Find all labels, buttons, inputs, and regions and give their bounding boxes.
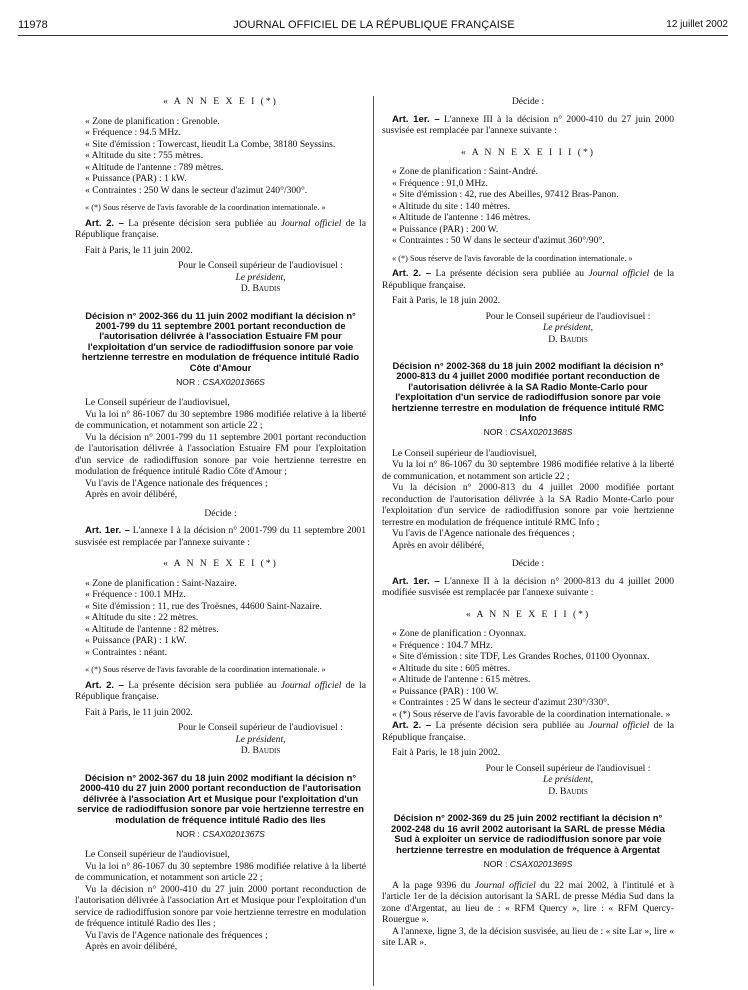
rectification-paragraph: A l'annexe, ligne 3, de la décision susvisée, au lieu de : « site Lar », lire « site LAR ».	[382, 925, 674, 949]
intro-paragraph: Après en avoir délibéré,	[85, 489, 178, 501]
signature	[155, 260, 366, 295]
annex-line: « Site d'émission : Towercast, lieudit La Combe, 38180 Seyssins.	[85, 138, 336, 150]
intro-paragraph: Vu la loi n° 86-1067 du 30 septembre 1986 modifiée relative à la liberté de communication, et notamment son article 22 ;	[75, 408, 366, 432]
signature-role: Le président,	[542, 322, 594, 333]
annex-line: « Site d'émission : 42, rue des Abeilles, 97412 Bras-Panon.	[392, 189, 619, 200]
decision-title: Décision n° 2002-368 du 18 juin 2002 modifiant la décision n° 2000-813 du 4 juillet 2000 modifiée portant reconduction de l'autorisation délivrée à la SA Radio Monte-Carlo pour l'exploitation d'un service de radiodiffusion sonore par voie hertzienne terrestre en modulation de fréquence intitulé RMC Info	[391, 360, 665, 424]
decide-heading: Décide :	[511, 96, 545, 107]
article-text: La présente décision sera publiée au	[123, 679, 281, 691]
annex-line: « Zone de planification : Saint-André.	[392, 166, 538, 177]
article-text: La présente décision sera publiée au	[431, 720, 589, 732]
annex-line: « Site d'émission : 11, rue des Troësnes, 44600 Saint-Nazaire.	[85, 600, 322, 612]
journal-ref: Journal officiel	[588, 720, 650, 732]
intro-paragraph: Le Conseil supérieur de l'audiovisuel,	[392, 447, 537, 459]
annex-title: « A N N E X E I I I (*)	[461, 146, 595, 158]
annex-title: « A N N E X E I I (*)	[465, 608, 591, 620]
annex-line: « Fréquence : 104.7 MHz.	[392, 639, 493, 651]
signature-role: Le président,	[235, 271, 286, 283]
article-text: La présente décision sera publiée au	[431, 268, 589, 279]
article-1	[382, 114, 674, 137]
article-2	[382, 720, 674, 743]
signature-for: Pour le Conseil supérieur de l'audiovisuel :	[485, 762, 651, 774]
signature-for: Pour le Conseil supérieur de l'audiovisuel :	[178, 722, 343, 734]
intro-paragraph: Vu l'avis de l'Agence nationale des fréquences ;	[85, 929, 268, 941]
annex-line: « Altitude de l'antenne : 615 mètres.	[392, 674, 531, 686]
nor-reference	[382, 427, 674, 439]
right-column	[382, 96, 674, 949]
article-text-tail: de la République française.	[75, 679, 366, 703]
annex-line: « Contraintes : 25 W dans le secteur d'azimut 230°/330°.	[392, 697, 610, 709]
nor-code: CSAX0201366S	[202, 376, 265, 387]
annex-line: « Fréquence : 91,0 MHz.	[392, 177, 488, 189]
intro-paragraph: Vu la décision n° 2000-410 du 27 juin 2000 portant reconduction de l'autorisation délivrée à l'association Art et Musique pour l'exploitation d'un service de radiodiffusion sonore par voie hertzienne terrestre en modulation de fréquence intitulé Radio des Iles ;	[75, 883, 366, 930]
page-header	[0, 0, 748, 44]
journal-ref: Journal officiel	[280, 679, 342, 691]
done-at: Fait à Paris, le 18 juin 2002.	[392, 295, 501, 306]
column-divider	[373, 96, 374, 986]
journal-title: JOURNAL OFFICIEL DE LA RÉPUBLIQUE FRANÇAISE	[233, 19, 515, 31]
annex-line: « Puissance (PAR) : 1 kW.	[85, 635, 187, 647]
annex-line: « Contraintes : néant.	[85, 646, 168, 658]
annex-line: « Site d'émission : site TDF, Les Grandes Roches, 01100 Oyonnax.	[392, 651, 650, 663]
decision-2002-369	[382, 813, 674, 948]
nor-label: NOR :	[483, 859, 510, 870]
intro-paragraph: Le Conseil supérieur de l'audiovisuel,	[85, 397, 230, 409]
nor-reference	[75, 377, 366, 389]
article-label: Art. 2. –	[85, 679, 124, 691]
annex-line: « Puissance (PAR) : 200 W.	[392, 223, 499, 235]
nor-reference	[75, 829, 366, 841]
signature-role: Le président,	[542, 774, 594, 786]
signature-for: Pour le Conseil supérieur de l'audiovisuel :	[485, 310, 651, 322]
article-label: Art. 2. –	[392, 268, 432, 279]
header-rule	[18, 35, 728, 36]
annex-note: « (*) Sous réserve de l'avis favorable de la coordination internationale. »	[392, 253, 633, 263]
annex-line: « Puissance (PAR) : 100 W.	[392, 685, 499, 697]
signature-name: D. Baudis	[240, 745, 281, 757]
decision-2002-367-continued	[382, 96, 674, 345]
annex-line: « Altitude de l'antenne : 82 mètres.	[85, 623, 219, 635]
annex-line: « Altitude du site : 22 mètres.	[85, 612, 199, 624]
annex-line: « Altitude de l'antenne : 789 mètres.	[85, 161, 224, 173]
annex-line: « Zone de planification : Oyonnax.	[392, 628, 527, 640]
nor-code: CSAX0201369S	[509, 859, 573, 870]
annex-line: « Altitude du site : 605 mètres.	[392, 662, 511, 674]
decide-heading: Décide :	[204, 507, 237, 519]
decision-title: Décision n° 2002-367 du 18 juin 2002 modifiant la décision n° 2000-410 du 27 juin 2000 portant reconduction de l'autorisation délivrée à l'association Art et Musique pour l'exploitation d'un service de radiodiffusion sonore par voie hertzienne terrestre en modulation de fréquence intitulé Radio des Iles	[76, 771, 365, 825]
intro-paragraph: Vu la décision n° 2000-813 du 4 juillet 2000 modifiée portant reconduction de l'autorisation délivrée à la SA Radio Monte-Carlo pour l'exploitation d'un service de radiodiffusion sonore par voie hertzienne terrestre en modulation de fréquence intitulé RMC Info ;	[382, 482, 674, 528]
article-2	[382, 268, 674, 291]
intro-paragraph: Vu la loi n° 86-1067 du 30 septembre 1986 modifiée relative à la liberté de communication, et notamment son article 22 ;	[75, 860, 366, 884]
annex-note: « (*) Sous réserve de l'avis favorable de la coordination internationale. »	[85, 665, 326, 675]
signature-name: D. Baudis	[548, 785, 588, 797]
article-text: L'annexe III à la décision n° 2000-410 du 27 juin 2000 susvisée est remplacée par l'annexe suivante :	[382, 113, 674, 136]
article-text: La présente décision sera publiée au	[123, 217, 281, 229]
annex-line: « Altitude de l'antenne : 146 mètres.	[392, 212, 531, 223]
article-text-tail: de la République française.	[382, 268, 674, 291]
rectification-paragraph	[382, 880, 674, 926]
signature	[462, 311, 674, 346]
signature-name: D. Baudis	[548, 333, 588, 345]
article-text-tail: de la République française.	[75, 217, 366, 240]
annex-line: « Altitude du site : 755 mètres.	[85, 150, 204, 161]
intro-paragraph: Après en avoir délibéré,	[392, 539, 485, 551]
annex-line: « Zone de planification : Grenoble.	[85, 115, 220, 127]
signature-name: D. Baudis	[240, 283, 281, 294]
nor-reference	[382, 859, 674, 871]
annex-line: « Altitude du site : 140 mètres.	[392, 200, 511, 212]
intro-paragraph: Le Conseil supérieur de l'audiovisuel,	[85, 849, 230, 861]
nor-label: NOR :	[176, 376, 203, 387]
paragraph-text: A la page 9396 du	[392, 879, 475, 891]
article-text: L'annexe II à la décision n° 2000-813 du 4 juillet 2000 modifiée susvisée est remplacée par l'annexe suivante :	[382, 575, 674, 599]
decision-2002-368	[382, 361, 674, 797]
journal-ref: Journal officiel	[280, 217, 342, 229]
annex-line: « Fréquence : 100.1 MHz.	[85, 589, 186, 601]
signature-role: Le président,	[235, 733, 286, 745]
intro-paragraph: Vu la décision n° 2001-799 du 11 septembre 2001 portant reconduction de l'autorisation délivrée à l'association Estuaire FM pour l'exploitation d'un service de radiodiffusion sonore par voie hertzienne terrestre en modulation de fréquence intitulé Radio Côte d'Amour ;	[75, 431, 366, 478]
intro-paragraph: Vu l'avis de l'Agence nationale des fréquences ;	[85, 477, 268, 489]
nor-code: CSAX0201368S	[509, 427, 573, 438]
nor-code: CSAX0201367S	[202, 828, 265, 839]
article-label: Art. 2. –	[392, 720, 432, 732]
done-at: Fait à Paris, le 18 juin 2002.	[392, 747, 501, 759]
done-at: Fait à Paris, le 11 juin 2002.	[85, 706, 193, 718]
annex-line: « Puissance (PAR) : 1 kW.	[85, 173, 187, 184]
annex-block-grenoble	[75, 96, 366, 295]
page-number: 11978	[18, 19, 48, 31]
article-1	[75, 525, 366, 548]
annex-line: « (*) Sous réserve de l'avis favorable de la coordination internationale. »	[392, 708, 671, 720]
intro-paragraph: Après en avoir délibéré,	[85, 941, 178, 953]
article-label: Art. 2. –	[85, 217, 124, 229]
journal-ref: Journal officiel	[588, 268, 650, 279]
annex-title: « A N N E X E I (*)	[163, 558, 278, 570]
annex-line: « Contraintes : 50 W dans le secteur d'azimut 360°/90°.	[392, 235, 605, 246]
issue-date: 12 juillet 2002	[666, 19, 728, 30]
decision-2002-366	[75, 311, 366, 757]
article-1	[382, 576, 674, 599]
intro-paragraph: Vu la loi n° 86-1067 du 30 septembre 1986 modifiée relative à la liberté de communication, et notamment son article 22 ;	[382, 459, 674, 482]
signature-for: Pour le Conseil supérieur de l'audiovisuel :	[178, 260, 343, 271]
article-label: Art. 1er. –	[392, 113, 440, 125]
left-column	[75, 96, 366, 953]
annex-title: « A N N E X E I (*)	[163, 96, 278, 107]
signature	[462, 763, 674, 798]
done-at: Fait à Paris, le 11 juin 2002.	[85, 244, 193, 256]
decision-title: Décision n° 2002-369 du 25 juin 2002 rectifiant la décision n° 2002-248 du 16 avril 2002 autorisant la SARL de presse Média Sud à exploiter un service de radiodiffusion sonore par voie hertzienne terrestre en modulation de fréquence à Argentat	[391, 812, 665, 855]
article-text-tail: de la République française.	[382, 720, 674, 743]
signature	[155, 722, 366, 757]
annex-line: « Fréquence : 94.5 MHz.	[85, 127, 181, 138]
article-2	[75, 680, 366, 703]
nor-label: NOR :	[176, 828, 203, 839]
intro-paragraph: Vu l'avis de l'Agence nationale des fréquences ;	[392, 528, 575, 540]
annex-line: « Contraintes : 250 W dans le secteur d'azimut 240°/300°.	[85, 184, 308, 196]
article-text: L'annexe I à la décision n° 2001-799 du 11 septembre 2001 susvisée est remplacée par l'annexe suivante :	[75, 525, 366, 548]
nor-label: NOR :	[483, 427, 510, 438]
decision-2002-367	[75, 773, 366, 953]
annex-note: « (*) Sous réserve de l'avis favorable de la coordination internationale. »	[85, 203, 326, 212]
decision-title: Décision n° 2002-366 du 11 juin 2002 modifiant la décision n° 2001-799 du 11 septembre 2001 portant reconduction de l'autorisation délivrée à l'association Estuaire FM pour l'exploitation d'un service de radiodiffusion sonore par voie hertzienne terrestre en modulation de fréquence intitulé Radio Côte d'Amour	[81, 309, 360, 373]
article-label: Art. 1er. –	[392, 575, 440, 587]
journal-ref: Journal officiel	[474, 879, 536, 891]
paragraph-text-tail: du 22 mai 2002, à l'intitulé et à l'article 1er de la décision autorisant la SARL de presse Média Sud dans la zone d'Argentat, au lieu de : « RFM Quercy », lire : « RFM Quercy-Rouergue ».	[382, 879, 674, 926]
article-2	[75, 218, 366, 241]
annex-line: « Zone de planification : Saint-Nazaire.	[85, 577, 237, 589]
article-label: Art. 1er. –	[85, 525, 130, 537]
decide-heading: Décide :	[511, 558, 545, 570]
